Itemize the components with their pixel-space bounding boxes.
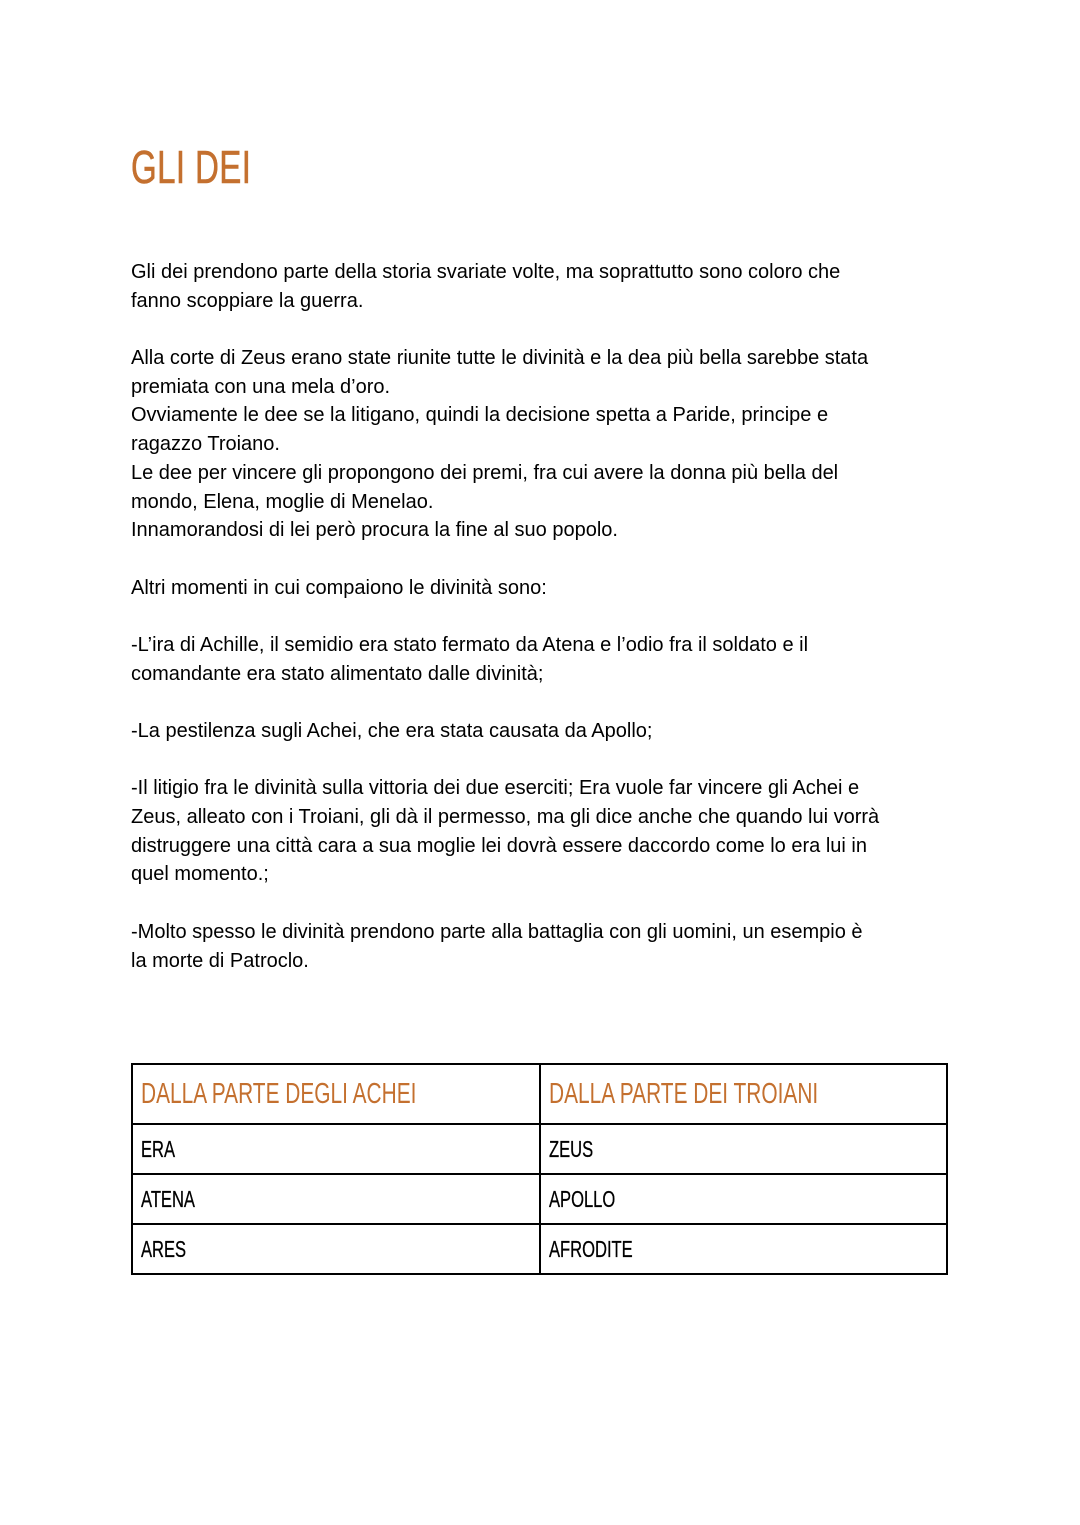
cell-text: APOLLO	[548, 1185, 615, 1212]
text-line: -L’ira di Achille, il semidio era stato fermato da Atena e l’odio fra il soldato e il	[131, 633, 809, 656]
text-line: Gli dei prendono parte della storia svariate volte, ma soprattutto sono coloro che	[131, 261, 841, 283]
table-row	[132, 1174, 947, 1224]
paragraph	[131, 631, 971, 688]
page-title: GLI DEI	[131, 141, 252, 193]
header-achei: DALLA PARTE DEGLI ACHEI	[141, 1077, 417, 1110]
table-cell	[132, 1124, 540, 1174]
text-line: fanno scoppiare la guerra.	[131, 289, 364, 312]
text-line: Altri momenti in cui compaiono le divinità sono:	[131, 576, 547, 599]
cell-text: ERA	[141, 1135, 176, 1162]
text-line: mondo, Elena, moglie di Menelao.	[131, 490, 434, 513]
text-line: premiata con una mela d’oro.	[131, 375, 391, 398]
table-header-cell	[540, 1064, 948, 1124]
paragraph	[131, 918, 971, 975]
paragraph	[131, 574, 971, 603]
text-line: Innamorandosi di lei però procura la fine al suo popolo.	[131, 519, 618, 542]
text-line: -Il litigio fra le divinità sulla vittoria dei due eserciti; Era vuole far vincere gli Achei e	[131, 777, 860, 800]
paragraph-gap	[131, 545, 971, 574]
paragraph	[131, 774, 971, 889]
text-line: Alla corte di Zeus erano state riunite tutte le divinità e la dea più bella sarebbe stata	[131, 347, 869, 370]
paragraph-gap	[131, 602, 971, 631]
table-row	[132, 1124, 947, 1174]
paragraph	[131, 258, 971, 315]
text-line: quel momento.;	[131, 863, 269, 886]
table-cell	[540, 1224, 948, 1274]
paragraph-gap	[131, 889, 971, 918]
text-line: la morte di Patroclo.	[131, 949, 309, 972]
paragraph	[131, 717, 971, 746]
paragraph-gap	[131, 315, 971, 344]
cell-text: ATENA	[141, 1185, 195, 1212]
text-line: distruggere una città cara a sua moglie lei dovrà essere daccordo come lo era lui in	[131, 834, 867, 857]
paragraph	[131, 344, 971, 545]
header-troiani: DALLA PARTE DEI TROIANI	[548, 1077, 818, 1110]
table-header-cell	[132, 1064, 540, 1124]
cell-text: ZEUS	[548, 1135, 593, 1162]
text-line: comandante era stato alimentato dalle divinità;	[131, 662, 544, 685]
gods-table	[131, 1063, 948, 1275]
paragraph-gap	[131, 688, 971, 717]
text-line: -La pestilenza sugli Achei, che era stata causata da Apollo;	[131, 720, 653, 742]
text-line: ragazzo Troiano.	[131, 433, 280, 456]
cell-text: AFRODITE	[548, 1235, 633, 1262]
text-line: Le dee per vincere gli propongono dei premi, fra cui avere la donna più bella del	[131, 461, 839, 484]
table-cell	[540, 1124, 948, 1174]
table-cell	[540, 1174, 948, 1224]
table-header-row	[132, 1064, 947, 1124]
table-cell	[132, 1174, 540, 1224]
document-body	[131, 258, 971, 975]
paragraph-gap	[131, 746, 971, 775]
text-line: Zeus, alleato con i Troiani, gli dà il permesso, ma gli dice anche che quando lui vorrà	[131, 806, 880, 829]
table-row	[132, 1224, 947, 1274]
table-cell	[132, 1224, 540, 1274]
text-line: Ovviamente le dee se la litigano, quindi la decisione spetta a Paride, principe e	[131, 404, 829, 427]
text-line: -Molto spesso le divinità prendono parte alla battaglia con gli uomini, un esempio è	[131, 920, 863, 943]
cell-text: ARES	[141, 1235, 187, 1262]
